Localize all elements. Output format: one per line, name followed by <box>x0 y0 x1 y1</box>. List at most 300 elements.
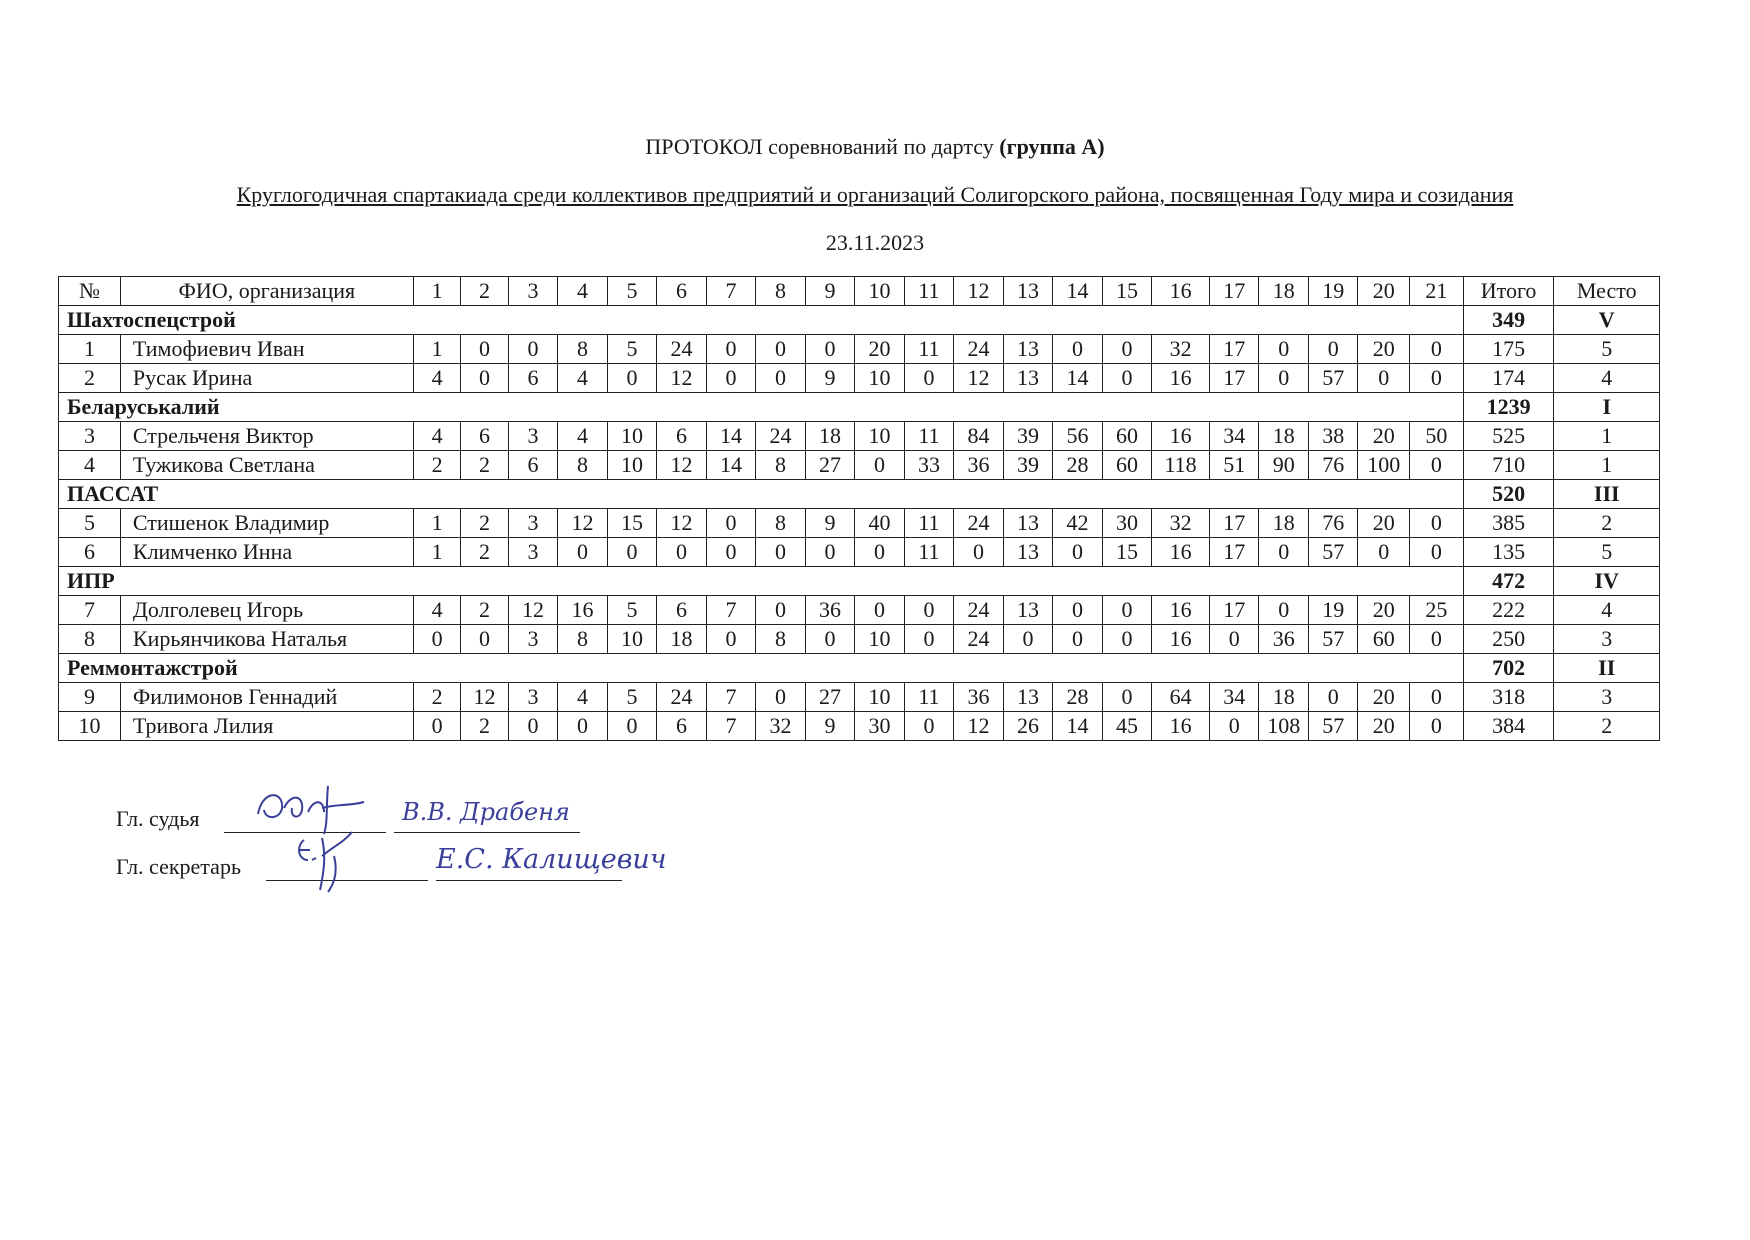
player-place: 3 <box>1554 625 1660 654</box>
score-cell: 8 <box>558 625 608 654</box>
score-cell: 34 <box>1209 422 1259 451</box>
score-cell: 24 <box>954 335 1004 364</box>
team-place: III <box>1554 480 1660 509</box>
score-cell: 6 <box>461 422 508 451</box>
header-round: 15 <box>1102 277 1152 306</box>
score-cell: 13 <box>1003 335 1053 364</box>
score-cell: 0 <box>1308 683 1358 712</box>
score-cell: 13 <box>1003 538 1053 567</box>
score-cell: 14 <box>1053 712 1103 741</box>
score-cell: 0 <box>461 364 508 393</box>
header-round: 12 <box>954 277 1004 306</box>
score-cell: 5 <box>607 335 657 364</box>
score-cell: 0 <box>756 335 806 364</box>
score-cell: 16 <box>1152 625 1210 654</box>
score-cell: 0 <box>904 712 954 741</box>
score-cell: 0 <box>706 538 756 567</box>
score-cell: 4 <box>413 596 460 625</box>
score-cell: 39 <box>1003 451 1053 480</box>
score-cell: 0 <box>855 596 905 625</box>
score-cell: 60 <box>1102 422 1152 451</box>
header-place: Место <box>1554 277 1660 306</box>
score-cell: 76 <box>1308 509 1358 538</box>
player-total: 710 <box>1463 451 1554 480</box>
score-cell: 10 <box>855 422 905 451</box>
player-name: Стишенок Владимир <box>120 509 413 538</box>
table-row <box>59 364 1660 393</box>
player-total: 318 <box>1463 683 1554 712</box>
score-cell: 20 <box>1358 683 1410 712</box>
score-cell: 10 <box>855 364 905 393</box>
score-cell: 26 <box>1003 712 1053 741</box>
secretary-label: Гл. секретарь <box>116 854 241 879</box>
player-name: Тужикова Светлана <box>120 451 413 480</box>
score-cell: 8 <box>558 451 608 480</box>
score-cell: 28 <box>1053 451 1103 480</box>
score-cell: 2 <box>461 451 508 480</box>
table-row <box>59 422 1660 451</box>
score-cell: 8 <box>756 509 806 538</box>
score-cell: 57 <box>1308 364 1358 393</box>
score-cell: 7 <box>706 712 756 741</box>
score-cell: 13 <box>1003 596 1053 625</box>
player-name: Долголевец Игорь <box>120 596 413 625</box>
score-cell: 60 <box>1358 625 1410 654</box>
header-num: № <box>59 277 121 306</box>
score-cell: 12 <box>558 509 608 538</box>
score-cell: 13 <box>1003 683 1053 712</box>
score-cell: 6 <box>508 451 558 480</box>
secretary-name-line <box>436 880 622 881</box>
team-row <box>59 567 1660 596</box>
header-round: 1 <box>413 277 460 306</box>
header-round: 2 <box>461 277 508 306</box>
score-cell: 3 <box>508 422 558 451</box>
score-cell: 20 <box>1358 335 1410 364</box>
score-cell: 4 <box>558 422 608 451</box>
score-cell: 0 <box>756 683 806 712</box>
team-row <box>59 393 1660 422</box>
team-place: IV <box>1554 567 1660 596</box>
team-total: 472 <box>1463 567 1554 596</box>
score-cell: 28 <box>1053 683 1103 712</box>
table-row <box>59 451 1660 480</box>
team-name: ИПР <box>59 567 1464 596</box>
player-place: 1 <box>1554 422 1660 451</box>
score-cell: 33 <box>904 451 954 480</box>
score-cell: 32 <box>1152 509 1210 538</box>
header-round: 16 <box>1152 277 1210 306</box>
score-cell: 0 <box>508 712 558 741</box>
score-cell: 5 <box>607 596 657 625</box>
score-cell: 32 <box>1152 335 1210 364</box>
score-cell: 24 <box>954 509 1004 538</box>
player-num: 6 <box>59 538 121 567</box>
player-num: 1 <box>59 335 121 364</box>
score-cell: 57 <box>1308 712 1358 741</box>
score-cell: 60 <box>1102 451 1152 480</box>
header-name: ФИО, организация <box>120 277 413 306</box>
player-name: Русак Ирина <box>120 364 413 393</box>
player-name: Стрельченя Виктор <box>120 422 413 451</box>
protocol-date: 23.11.2023 <box>825 230 925 255</box>
header-round: 8 <box>756 277 806 306</box>
score-cell: 16 <box>1152 538 1210 567</box>
score-cell: 0 <box>413 625 460 654</box>
header-round: 4 <box>558 277 608 306</box>
score-cell: 12 <box>657 364 707 393</box>
score-cell: 24 <box>756 422 806 451</box>
header-round: 13 <box>1003 277 1053 306</box>
header-round: 6 <box>657 277 707 306</box>
score-cell: 18 <box>1259 683 1309 712</box>
player-num: 10 <box>59 712 121 741</box>
score-cell: 0 <box>1102 335 1152 364</box>
score-cell: 20 <box>1358 422 1410 451</box>
score-cell: 0 <box>756 364 806 393</box>
table-row <box>59 596 1660 625</box>
team-place: V <box>1554 306 1660 335</box>
score-cell: 6 <box>657 596 707 625</box>
team-name: Шахтоспецстрой <box>59 306 1464 335</box>
score-cell: 12 <box>508 596 558 625</box>
header-round: 7 <box>706 277 756 306</box>
player-place: 2 <box>1554 712 1660 741</box>
team-place: I <box>1554 393 1660 422</box>
score-cell: 14 <box>1053 364 1103 393</box>
score-cell: 18 <box>805 422 855 451</box>
score-cell: 2 <box>461 596 508 625</box>
player-name: Тимофиевич Иван <box>120 335 413 364</box>
player-num: 9 <box>59 683 121 712</box>
score-cell: 11 <box>904 335 954 364</box>
player-name: Филимонов Геннадий <box>120 683 413 712</box>
team-row <box>59 306 1660 335</box>
score-cell: 0 <box>855 538 905 567</box>
score-cell: 56 <box>1053 422 1103 451</box>
score-cell: 0 <box>1053 538 1103 567</box>
player-total: 250 <box>1463 625 1554 654</box>
score-cell: 2 <box>461 712 508 741</box>
player-num: 5 <box>59 509 121 538</box>
score-cell: 18 <box>1259 509 1309 538</box>
score-cell: 1 <box>413 538 460 567</box>
score-cell: 0 <box>1358 538 1410 567</box>
score-cell: 0 <box>1053 335 1103 364</box>
score-cell: 10 <box>855 683 905 712</box>
player-total: 525 <box>1463 422 1554 451</box>
score-cell: 30 <box>855 712 905 741</box>
score-cell: 4 <box>413 422 460 451</box>
score-cell: 24 <box>954 596 1004 625</box>
score-cell: 4 <box>558 683 608 712</box>
score-cell: 0 <box>1410 451 1464 480</box>
score-cell: 15 <box>1102 538 1152 567</box>
score-cell: 0 <box>1410 364 1464 393</box>
table-row <box>59 509 1660 538</box>
score-cell: 3 <box>508 625 558 654</box>
team-total: 520 <box>1463 480 1554 509</box>
score-cell: 0 <box>1410 335 1464 364</box>
score-cell: 0 <box>1102 625 1152 654</box>
score-cell: 11 <box>904 538 954 567</box>
table-row <box>59 712 1660 741</box>
score-cell: 0 <box>461 335 508 364</box>
score-cell: 0 <box>1259 364 1309 393</box>
table-row <box>59 683 1660 712</box>
score-cell: 36 <box>1259 625 1309 654</box>
score-cell: 42 <box>1053 509 1103 538</box>
score-cell: 0 <box>1209 625 1259 654</box>
score-cell: 0 <box>1410 509 1464 538</box>
protocol-subtitle: Круглогодичная спартакиада среди коллективов предприятий и организаций Солигорского района, посвященная Году мира и созидания <box>236 182 1514 207</box>
score-cell: 20 <box>1358 509 1410 538</box>
score-cell: 1 <box>413 509 460 538</box>
score-cell: 6 <box>657 712 707 741</box>
score-cell: 12 <box>461 683 508 712</box>
protocol-title <box>0 134 1750 160</box>
score-cell: 0 <box>413 712 460 741</box>
score-cell: 0 <box>558 538 608 567</box>
score-cell: 12 <box>954 364 1004 393</box>
score-cell: 76 <box>1308 451 1358 480</box>
header-round: 21 <box>1410 277 1464 306</box>
score-cell: 20 <box>1358 596 1410 625</box>
score-cell: 0 <box>1259 596 1309 625</box>
score-cell: 108 <box>1259 712 1309 741</box>
player-place: 4 <box>1554 596 1660 625</box>
player-place: 5 <box>1554 538 1660 567</box>
score-cell: 6 <box>508 364 558 393</box>
player-name: Климченко Инна <box>120 538 413 567</box>
score-cell: 57 <box>1308 625 1358 654</box>
score-cell: 34 <box>1209 683 1259 712</box>
score-cell: 5 <box>607 683 657 712</box>
header-round: 20 <box>1358 277 1410 306</box>
score-cell: 4 <box>413 364 460 393</box>
score-cell: 0 <box>1410 683 1464 712</box>
score-cell: 9 <box>805 712 855 741</box>
score-cell: 16 <box>1152 422 1210 451</box>
score-cell: 13 <box>1003 364 1053 393</box>
player-place: 5 <box>1554 335 1660 364</box>
score-cell: 16 <box>1152 712 1210 741</box>
score-cell: 90 <box>1259 451 1309 480</box>
header-round: 9 <box>805 277 855 306</box>
score-cell: 0 <box>1053 625 1103 654</box>
score-cell: 17 <box>1209 335 1259 364</box>
score-cell: 0 <box>706 335 756 364</box>
score-cell: 0 <box>607 712 657 741</box>
score-cell: 3 <box>508 509 558 538</box>
player-total: 135 <box>1463 538 1554 567</box>
score-cell: 11 <box>904 422 954 451</box>
player-total: 385 <box>1463 509 1554 538</box>
player-total: 174 <box>1463 364 1554 393</box>
header-round: 17 <box>1209 277 1259 306</box>
score-cell: 36 <box>954 451 1004 480</box>
player-place: 2 <box>1554 509 1660 538</box>
score-cell: 36 <box>805 596 855 625</box>
score-cell: 17 <box>1209 364 1259 393</box>
score-cell: 32 <box>756 712 806 741</box>
score-cell: 18 <box>657 625 707 654</box>
player-place: 1 <box>1554 451 1660 480</box>
score-cell: 0 <box>1259 335 1309 364</box>
player-place: 3 <box>1554 683 1660 712</box>
header-round: 5 <box>607 277 657 306</box>
score-cell: 16 <box>558 596 608 625</box>
header-round: 18 <box>1259 277 1309 306</box>
score-cell: 7 <box>706 596 756 625</box>
score-cell: 10 <box>855 625 905 654</box>
score-cell: 9 <box>805 364 855 393</box>
score-cell: 57 <box>1308 538 1358 567</box>
score-cell: 3 <box>508 538 558 567</box>
score-cell: 0 <box>805 335 855 364</box>
score-cell: 11 <box>904 509 954 538</box>
score-cell: 0 <box>756 538 806 567</box>
score-cell: 51 <box>1209 451 1259 480</box>
score-cell: 0 <box>706 625 756 654</box>
score-cell: 27 <box>805 683 855 712</box>
score-cell: 100 <box>1358 451 1410 480</box>
score-cell: 39 <box>1003 422 1053 451</box>
score-cell: 118 <box>1152 451 1210 480</box>
score-cell: 10 <box>607 422 657 451</box>
score-cell: 0 <box>558 712 608 741</box>
score-cell: 3 <box>508 683 558 712</box>
score-cell: 0 <box>607 538 657 567</box>
score-cell: 38 <box>1308 422 1358 451</box>
player-num: 3 <box>59 422 121 451</box>
player-num: 8 <box>59 625 121 654</box>
score-cell: 15 <box>607 509 657 538</box>
score-cell: 2 <box>461 538 508 567</box>
score-cell: 0 <box>1102 364 1152 393</box>
score-cell: 12 <box>954 712 1004 741</box>
score-cell: 2 <box>413 451 460 480</box>
score-cell: 0 <box>1410 538 1464 567</box>
judge-name-line <box>394 832 580 833</box>
header-round: 19 <box>1308 277 1358 306</box>
score-cell: 16 <box>1152 596 1210 625</box>
score-cell: 0 <box>805 538 855 567</box>
score-cell: 27 <box>805 451 855 480</box>
score-cell: 19 <box>1308 596 1358 625</box>
score-cell: 14 <box>706 451 756 480</box>
score-cell: 0 <box>706 364 756 393</box>
score-cell: 0 <box>1308 335 1358 364</box>
score-cell: 0 <box>904 364 954 393</box>
header-round: 11 <box>904 277 954 306</box>
team-place: II <box>1554 654 1660 683</box>
score-cell: 0 <box>904 596 954 625</box>
team-name: ПАССАТ <box>59 480 1464 509</box>
team-row <box>59 654 1660 683</box>
team-total: 349 <box>1463 306 1554 335</box>
secretary-signature-scribble <box>294 826 384 898</box>
score-cell: 24 <box>954 625 1004 654</box>
score-cell: 0 <box>1102 596 1152 625</box>
player-name: Тривога Лилия <box>120 712 413 741</box>
score-cell: 18 <box>1259 422 1309 451</box>
player-place: 4 <box>1554 364 1660 393</box>
score-cell: 17 <box>1209 538 1259 567</box>
score-cell: 17 <box>1209 509 1259 538</box>
team-row <box>59 480 1660 509</box>
score-cell: 0 <box>904 625 954 654</box>
player-total: 175 <box>1463 335 1554 364</box>
table-row <box>59 625 1660 654</box>
score-cell: 30 <box>1102 509 1152 538</box>
team-name: Реммонтажстрой <box>59 654 1464 683</box>
score-cell: 0 <box>805 625 855 654</box>
score-cell: 0 <box>1410 625 1464 654</box>
score-cell: 0 <box>1209 712 1259 741</box>
score-cell: 9 <box>805 509 855 538</box>
score-cell: 14 <box>706 422 756 451</box>
team-total: 1239 <box>1463 393 1554 422</box>
score-cell: 8 <box>756 625 806 654</box>
judge-name: В.В. Драбеня <box>402 798 570 826</box>
team-total: 702 <box>1463 654 1554 683</box>
table-row <box>59 335 1660 364</box>
score-cell: 40 <box>855 509 905 538</box>
score-cell: 1 <box>413 335 460 364</box>
score-cell: 2 <box>413 683 460 712</box>
score-cell: 0 <box>706 509 756 538</box>
table-header-row <box>59 277 1660 306</box>
score-cell: 12 <box>657 451 707 480</box>
title-group: (группа А) <box>999 134 1105 159</box>
score-cell: 0 <box>461 625 508 654</box>
score-cell: 0 <box>1358 364 1410 393</box>
score-cell: 7 <box>706 683 756 712</box>
score-cell: 0 <box>1259 538 1309 567</box>
score-cell: 20 <box>1358 712 1410 741</box>
score-cell: 0 <box>1102 683 1152 712</box>
score-cell: 0 <box>954 538 1004 567</box>
score-cell: 10 <box>607 451 657 480</box>
score-cell: 12 <box>657 509 707 538</box>
score-cell: 8 <box>756 451 806 480</box>
score-cell: 0 <box>1053 596 1103 625</box>
score-cell: 0 <box>607 364 657 393</box>
score-cell: 20 <box>855 335 905 364</box>
header-round: 10 <box>855 277 905 306</box>
score-cell: 50 <box>1410 422 1464 451</box>
score-cell: 0 <box>657 538 707 567</box>
score-cell: 24 <box>657 683 707 712</box>
score-cell: 0 <box>1410 712 1464 741</box>
team-name: Беларуськалий <box>59 393 1464 422</box>
score-cell: 0 <box>855 451 905 480</box>
player-num: 2 <box>59 364 121 393</box>
player-total: 384 <box>1463 712 1554 741</box>
title-prefix: ПРОТОКОЛ соревнований по дартсу <box>645 134 994 159</box>
score-cell: 64 <box>1152 683 1210 712</box>
player-name: Кирьянчикова Наталья <box>120 625 413 654</box>
table-row <box>59 538 1660 567</box>
score-cell: 16 <box>1152 364 1210 393</box>
score-cell: 13 <box>1003 509 1053 538</box>
score-cell: 6 <box>657 422 707 451</box>
score-cell: 17 <box>1209 596 1259 625</box>
score-cell: 36 <box>954 683 1004 712</box>
player-num: 4 <box>59 451 121 480</box>
player-num: 7 <box>59 596 121 625</box>
